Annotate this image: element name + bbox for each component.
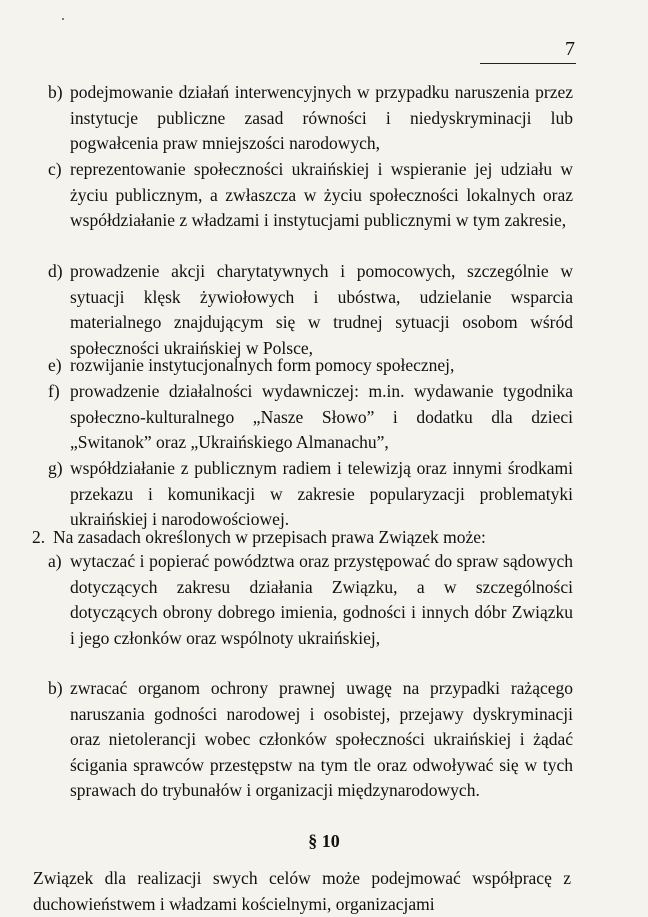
list-item (48, 456, 573, 529)
list-item-text: prowadzenie działalności wydawniczej: m.in. wydawanie tygodnika społeczno-kulturalnego „Nasze Słowo” i dodatku dla dzieci „Switanok” oraz „Ukraińskiego Almanachu”, (70, 381, 573, 452)
list-item-text: Na zasadach określonych w przepisach prawa Związek może: (53, 527, 486, 547)
page-number-rule (480, 63, 576, 64)
scan-speck (62, 18, 64, 20)
list-item (48, 379, 573, 456)
list-item (48, 353, 573, 379)
list-item-text: wytaczać i popierać powództwa oraz przystępować do spraw sądowych dotyczących zakresu działania Związku, a w szczególności dotyczących obrony dobrego imienia, godności i innych dóbr Związku i jego członków oraz wspólnoty ukraińskiej, (70, 551, 573, 648)
list-item (48, 676, 573, 804)
list-item-label: 2. (32, 527, 46, 547)
list-item-text: podejmowanie działań interwencyjnych w przypadku naruszenia przez instytucje publiczne zasad równości i niedyskryminacji lub pogwałcenia praw mniejszości narodowych, (70, 82, 573, 153)
section-paragraph: Związek dla realizacji swych celów może podejmować współpracę z duchowieństwem i władzami kościelnymi, organizacjami (33, 868, 571, 914)
list-item-text: zwracać organom ochrony prawnej uwagę na przypadki rażącego naruszania godności narodowej i osobistej, przejawy dyskryminacji oraz nietolerancji wobec członków społeczności ukraińskiej i żądać ścigania sprawców przestępstw na tym tle oraz odwoływać się w tych sprawach do trybunałów i organizacji międzynarodowych. (70, 678, 573, 800)
list-item-text: prowadzenie akcji charytatywnych i pomocowych, szczególnie w sytuacji klęsk żywiołowych i ubóstwa, udzielanie wsparcia materialnego znajdującym się w trudnej sytuacji osobom wśród społeczności ukraińskiej w Polsce, (70, 261, 573, 358)
list-item-text: reprezentowanie społeczności ukraińskiej i wspieranie jej udziału w życiu publicznym, a zwłaszcza w życiu społeczności lokalnych oraz współdziałanie z władzami i instytucjami publicznymi w tym zakresie, (70, 159, 573, 230)
list-item (48, 80, 573, 157)
list-item-label: g) (48, 458, 63, 478)
page-number: 7 (565, 38, 575, 60)
list-item-label: f) (48, 381, 60, 401)
list-item (48, 157, 573, 259)
list-item-label: a) (48, 551, 62, 571)
list-item (48, 259, 573, 358)
list-item-label: b) (48, 82, 63, 102)
list-item-text: współdziałanie z publicznym radiem i telewizją oraz innymi środkami przekazu i komunikacji w zakresie popularyzacji problematyki ukraińskiej i narodowościowej. (70, 458, 573, 529)
list-item-label: d) (48, 261, 63, 281)
list-item (32, 525, 573, 551)
list-item-text: rozwijanie instytucjonalnych form pomocy społecznej, (70, 355, 455, 375)
list-item-label: c) (48, 159, 62, 179)
list-item-label: e) (48, 355, 62, 375)
list-item-label: b) (48, 678, 63, 698)
list-item (48, 549, 573, 677)
section-heading: § 10 (308, 831, 340, 851)
